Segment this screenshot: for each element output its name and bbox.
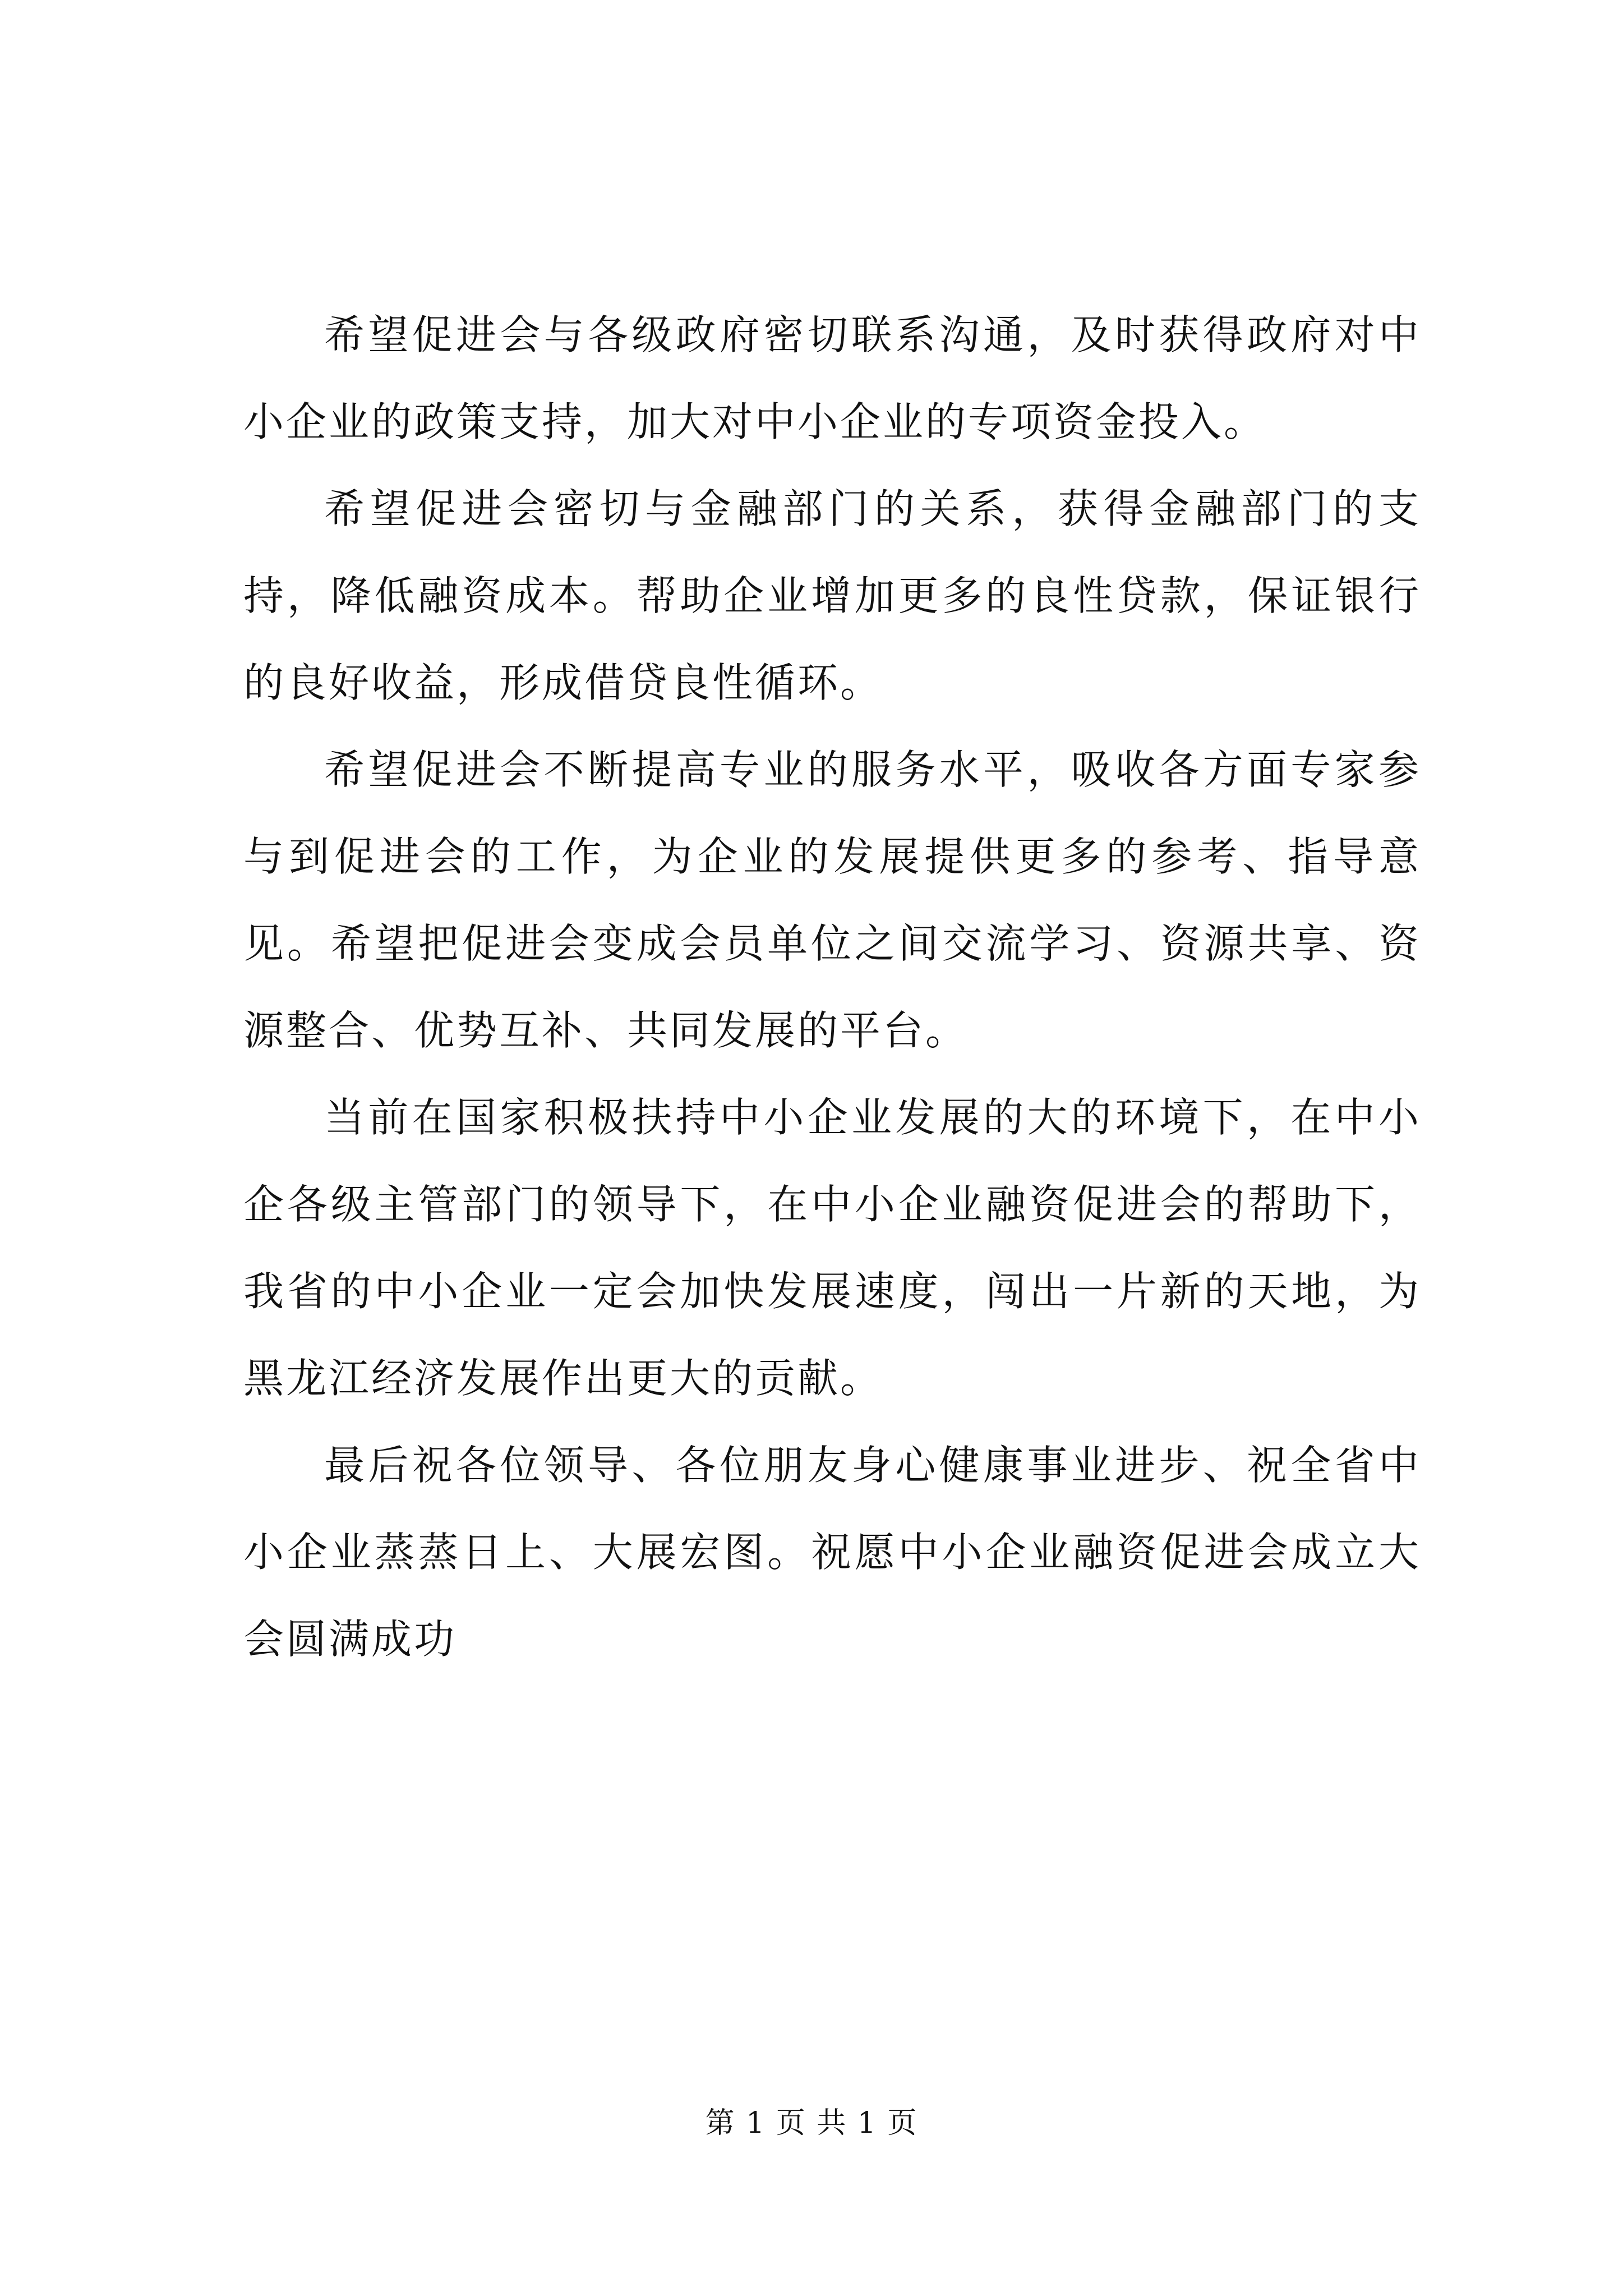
paragraph: 希望促进会与各级政府密切联系沟通，及时获得政府对中小企业的政策支持，加大对中小企业的专项资金投入。 [243,311,1421,445]
paragraph: 当前在国家积极扶持中小企业发展的大的环境下，在中小企各级主管部门的领导下，在中小企业融资促进会的帮助下，我省的中小企业一定会加快发展速度，闯出一片新的天地，为黑龙江经济发展作出更大的贡献。 [243,1094,1421,1402]
paragraph: 希望促进会密切与金融部门的关系，获得金融部门的支持，降低融资成本。帮助企业增加更多的良性贷款，保证银行的良好收益，形成借贷良性循环。 [243,485,1421,706]
page-number-footer: 第 1 页 共 1 页 [705,2106,918,2140]
paragraph: 希望促进会不断提高专业的服务水平，吸收各方面专家参与到促进会的工作，为企业的发展提供更多的参考、指导意见。希望把促进会变成会员单位之间交流学习、资源共享、资源整合、优势互补、共同发展的平台。 [243,746,1421,1054]
document-body [243,292,1421,1683]
paragraph: 最后祝各位领导、各位朋友身心健康事业进步、祝全省中小企业蒸蒸日上、大展宏图。祝愿中小企业融资促进会成立大会圆满成功 [243,1442,1421,1663]
